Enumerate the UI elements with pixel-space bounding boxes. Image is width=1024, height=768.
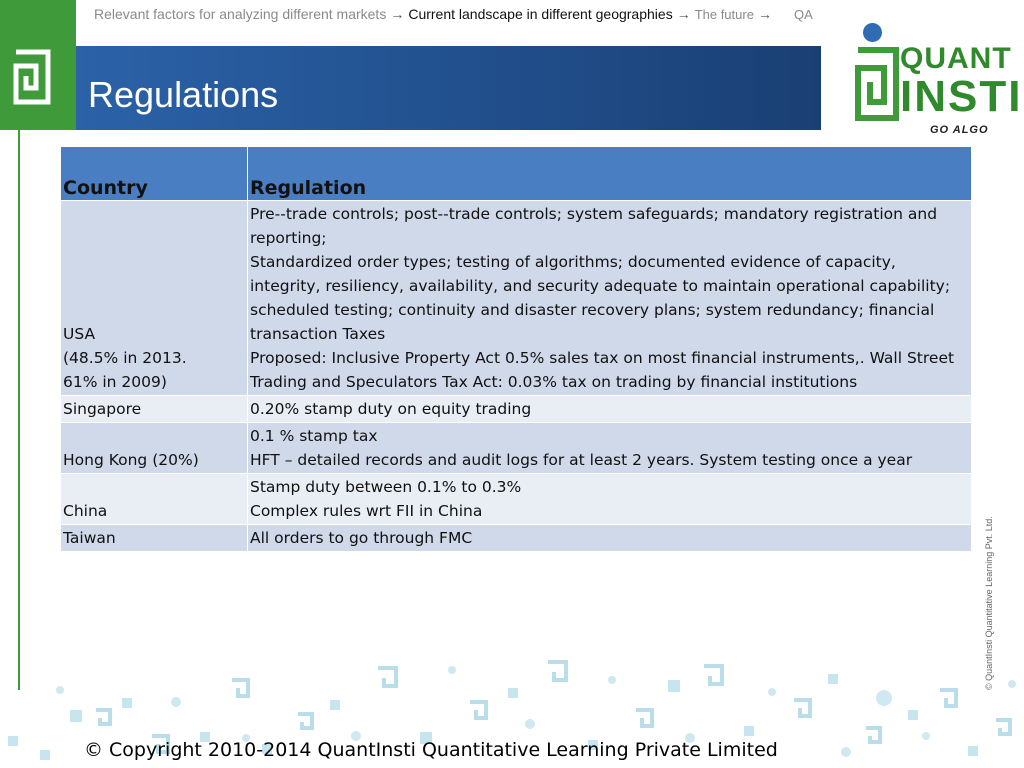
regulation-text: All orders to go through FMC: [250, 529, 473, 547]
arrow-icon: →: [757, 6, 772, 22]
regulation-text: Standardized order types; testing of algorithms; documented evidence of capacity, integrity, resiliency, availability, and security adequate to maintain operational capability; scheduled testing; continuity and disaster recovery plans; system redundancy; financial transaction Taxes: [250, 253, 951, 343]
arrow-icon: →: [676, 6, 691, 22]
breadcrumb: [94, 6, 813, 22]
table-row: [61, 201, 972, 396]
logo-tagline: GO ALGO: [930, 124, 989, 136]
table-row: [61, 474, 972, 525]
regulation-text: Complex rules wrt FII in China: [250, 502, 483, 520]
country-name: Taiwan: [63, 529, 116, 547]
brand-accent-bar: [0, 0, 76, 130]
regulation-text: Pre--trade controls; post--trade controls; system safeguards; mandatory registration and reporting;: [250, 205, 938, 247]
arrow-icon: →: [390, 6, 405, 22]
country-name: China: [63, 502, 108, 520]
logo-word-insti: INSTI: [900, 72, 1023, 121]
logo-word-quant: QUANT: [900, 42, 1012, 75]
country-cell: [61, 201, 248, 396]
side-copyright: © QuantInsti Quantitative Learning Pvt. Ltd.: [984, 516, 994, 690]
regulations-table: [60, 146, 972, 552]
quantinsti-logo: [850, 42, 1023, 136]
regulation-cell: [248, 396, 972, 423]
regulation-text: 0.1 % stamp tax: [250, 427, 378, 445]
table-header-row: [61, 147, 972, 201]
nav-dot-icon: [863, 23, 882, 42]
country-note: (48.5% in 2013.: [63, 349, 187, 367]
country-cell: [61, 423, 248, 474]
country-cell: [61, 474, 248, 525]
country-note: 61% in 2009): [63, 373, 167, 391]
regulation-text: Proposed: Inclusive Property Act 0.5% sales tax on most financial instruments,. Wall Street Trading and Speculators Tax Act: 0.03% tax on trading by financial institutions: [250, 349, 955, 391]
breadcrumb-item-current-landscape[interactable]: Current landscape in different geographies: [408, 6, 673, 22]
footer-copyright: © Copyright 2010-2014 QuantInsti Quantitative Learning Private Limited: [84, 739, 778, 761]
country-cell: [61, 396, 248, 423]
regulation-text: 0.20% stamp duty on equity trading: [250, 400, 532, 418]
column-header-country: Country: [61, 147, 248, 201]
regulation-text: HFT – detailed records and audit logs for at least 2 years. System testing once a year: [250, 451, 913, 469]
breadcrumb-item-future[interactable]: The future: [694, 7, 754, 22]
regulation-cell: [248, 474, 972, 525]
divider: [18, 130, 20, 690]
column-header-regulation: Regulation: [248, 147, 972, 201]
breadcrumb-item-qa[interactable]: QA: [793, 7, 813, 22]
page-title: Regulations: [88, 74, 279, 115]
regulation-cell: [248, 423, 972, 474]
breadcrumb-item-markets[interactable]: Relevant factors for analyzing different markets: [94, 6, 387, 22]
table-row: [61, 423, 972, 474]
country-name: Hong Kong (20%): [63, 451, 199, 469]
regulation-text: Stamp duty between 0.1% to 0.3%: [250, 478, 522, 496]
country-name: USA: [63, 325, 96, 343]
title-band: [76, 46, 821, 130]
spiral-logo-icon: [12, 48, 52, 106]
country-cell: [61, 525, 248, 552]
logo-spiral-icon: [854, 46, 900, 122]
country-name: Singapore: [63, 400, 142, 418]
table-row: [61, 525, 972, 552]
regulation-cell: [248, 201, 972, 396]
regulation-cell: [248, 525, 972, 552]
table-row: [61, 396, 972, 423]
